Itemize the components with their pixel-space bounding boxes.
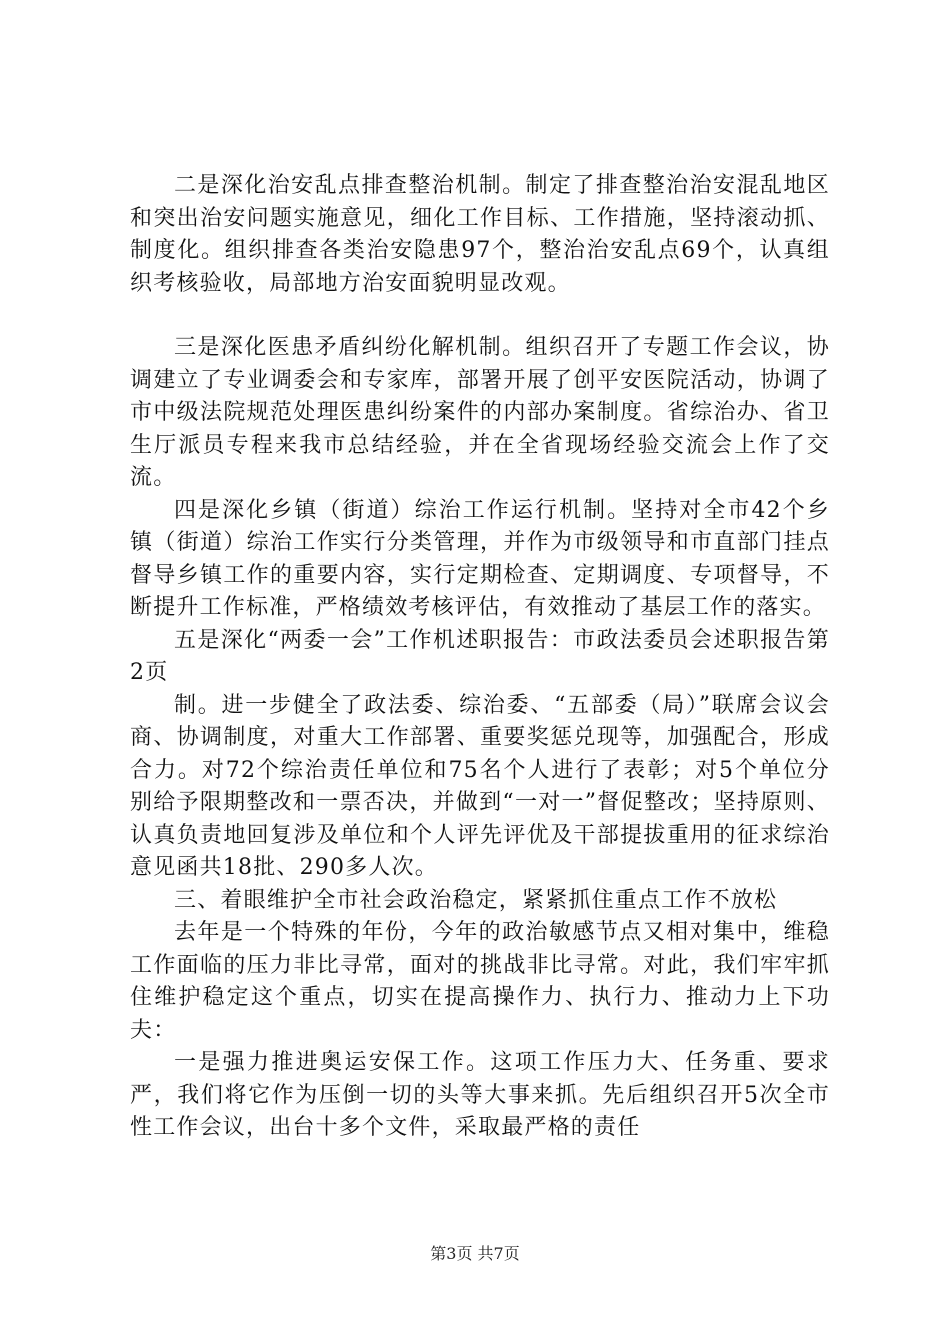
paragraph-medical-disputes: 三是深化医患矛盾纠纷化解机制。组织召开了专题工作会议，协调建立了专业调委会和专家库，部署开展了创平安医院活动，协调了市中级法院规范处理医患纠纷案件的内部办案制度。省综治办、省卫生厅派员专程来我市总结经验，并在全省现场经验交流会上作了交流。 [130, 335, 830, 490]
paragraph-two-committees-heading: 五是深化“两委一会”工作机述职报告：市政法委员会述职报告第2页 [130, 627, 830, 685]
section-heading-stability: 三、着眼维护全市社会政治稳定，紧紧抓住重点工作不放松 [174, 887, 778, 913]
paragraph-olympic-security: 一是强力推进奥运安保工作。这项工作压力大、任务重、要求严，我们将它作为压倒一切的头等大事来抓。先后组织召开5次全市性工作会议，出台十多个文件，采取最严格的责任 [130, 1050, 830, 1140]
paragraph-public-security: 二是深化治安乱点排查整治机制。制定了排查整治治安混乱地区和突出治安问题实施意见，细化工作目标、工作措施，坚持滚动抓、制度化。组织排查各类治安隐患97个，整治治安乱点69个，认真组织考核验收，局部地方治安面貌明显改观。 [130, 173, 830, 296]
document-body [130, 170, 830, 1145]
paragraph-two-committees-body: 制。进一步健全了政法委、综治委、“五部委（局）”联席会议会商、协调制度，对重大工作部署、重要奖惩兑现等，加强配合，形成合力。对72个综治责任单位和75名个人进行了表彰；对5个单位分别给予限期整改和一票否决，并做到“一对一”督促整改；坚持原则、认真负责地回复涉及单位和个人评先评优及干部提拔重用的征求综治意见函共18批、290多人次。 [130, 692, 830, 880]
page-footer: 第3页 共7页 [430, 1244, 520, 1263]
paragraph-township-governance: 四是深化乡镇（街道）综治工作运行机制。坚持对全市42个乡镇（街道）综治工作实行分类管理，并作为市级领导和市直部门挂点督导乡镇工作的重要内容，实行定期检查、定期调度、专项督导，不断提升工作标准，严格绩效考核评估，有效推动了基层工作的落实。 [130, 497, 830, 620]
paragraph-stability-overview: 去年是一个特殊的年份，今年的政治敏感节点又相对集中，维稳工作面临的压力非比寻常，面对的挑战非比寻常。对此，我们牢牢抓住维护稳定这个重点，切实在提高操作力、执行力、推动力上下功夫： [130, 920, 830, 1043]
